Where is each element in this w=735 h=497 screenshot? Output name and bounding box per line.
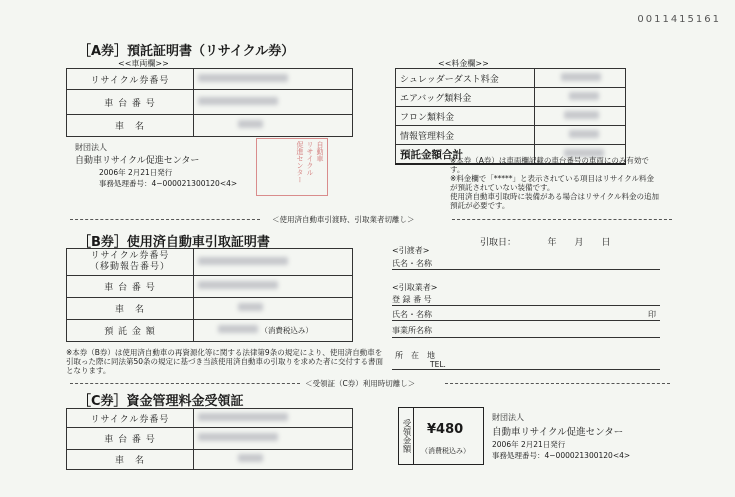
issue-date-a: 2006年 2月21日発行 — [99, 168, 173, 177]
vehicle-name-label-c: 車 名 — [67, 450, 194, 470]
chassis-no-value — [194, 90, 353, 115]
recycle-no-label: リサイクル券番号 — [67, 69, 194, 90]
issuer-name-a: 自動車リサイクル促進センター — [75, 156, 200, 166]
pickup-date: 引取日： 年 月 日 — [480, 238, 611, 248]
received-amount-box — [398, 407, 484, 465]
tax-note-c: （消費税込み） — [421, 447, 470, 455]
tel-label: TEL. — [430, 360, 446, 369]
address-label: 所 在 地 — [395, 351, 435, 360]
vehicle-name-value — [194, 115, 353, 137]
fee-airbag: エアバッグ類料金 — [396, 88, 535, 107]
fee-shredder: シュレッダーダスト料金 — [396, 69, 535, 88]
seal-mark: 印 — [648, 310, 656, 319]
office-no-c: 事務処理番号：4−000021300120<4> — [492, 451, 631, 460]
issue-date-c: 2006年 2月21日発行 — [492, 440, 566, 449]
chassis-no-label-b: 車 台 番 号 — [67, 276, 194, 298]
cut-line-b: ＜受領証（C券）利用時切離し＞ — [305, 379, 416, 388]
move-report-text: （移動報告番号） — [89, 262, 170, 272]
office-no-a: 事務処理番号：4−000021300120<4> — [99, 179, 238, 188]
receiver-name-label: 氏名・名称 — [392, 310, 432, 319]
section-a-notes — [450, 156, 660, 210]
chassis-no-label: 車 台 番 号 — [67, 90, 194, 115]
fee-total-label: 預託金額合計 — [396, 145, 535, 165]
issuer-corp-a: 財団法人 — [75, 143, 107, 152]
fee-info: 情報管理料金 — [396, 126, 535, 145]
section-c-table — [66, 408, 353, 470]
fee-freon: フロン類料金 — [396, 107, 535, 126]
recycle-no-label-c: リサイクル券番号 — [67, 409, 194, 428]
deliverer-header: <引渡者> — [392, 246, 430, 255]
section-b-table — [66, 248, 353, 342]
receiver-header: <引取業者> — [392, 283, 438, 292]
chassis-no-label-c: 車 台 番 号 — [67, 428, 194, 450]
recycle-no-value — [194, 69, 353, 90]
section-b-note: ※本券（B券）は使用済自動車の再資源化等に関する法律第9条の規定により、使用済自動車を引取った際に同法第50条の規定に基づき当該使用済自動車の引取りを求めた者に交付する書面となります。 — [66, 348, 384, 375]
vehicle-name-label: 車 名 — [67, 115, 194, 137]
section-a-title: ［A券］預託証明書（リサイクル券） — [78, 44, 295, 59]
vehicle-name-label-b: 車 名 — [67, 298, 194, 320]
section-c-title: ［C券］資金管理料金受領証 — [78, 394, 244, 409]
note-line: 使用済自動車引取時に装備がある場合はリサイクル料金の追加預託が必要です。 — [450, 192, 659, 210]
recycle-no-text: リサイクル券番号 — [90, 251, 170, 261]
received-label: 受領金額 — [399, 408, 414, 464]
issuer-name-c: 自動車リサイクル促進センター — [492, 427, 624, 438]
section-b-title: ［B券］使用済自動車引取証明書 — [78, 235, 270, 250]
fee-table — [395, 68, 626, 165]
deposit-label: 預 託 金 額 — [67, 320, 194, 342]
tax-note-b: （消費税込み） — [260, 326, 313, 335]
seal-stamp-image: 自動車 リサイクル 促進センター — [256, 138, 328, 196]
issuer-corp-c: 財団法人 — [492, 413, 524, 422]
document-number: 0011415161 — [637, 14, 721, 25]
note-line: ※料金欄で「*****」と表示されている項目はリサイクル料金が預託されていない装備です。 — [450, 174, 654, 192]
deliverer-name-label: 氏名・名称 — [392, 259, 432, 268]
office-name-label: 事業所名称 — [392, 326, 432, 335]
note-line: ※本券（A券）は車両欄記載の車台番号の車両にのみ有効です。 — [450, 156, 649, 174]
received-amount: ¥480 — [427, 422, 464, 437]
cut-line-a: ＜使用済自動車引渡時、引取業者切離し＞ — [272, 215, 415, 224]
section-a-vehicle-table — [66, 68, 353, 137]
fee-header: <<料金欄>> — [438, 59, 489, 68]
recycle-no-label-b — [67, 249, 194, 276]
reg-no-label: 登 録 番 号 — [392, 295, 432, 304]
vehicle-header: <<車両欄>> — [118, 59, 169, 68]
